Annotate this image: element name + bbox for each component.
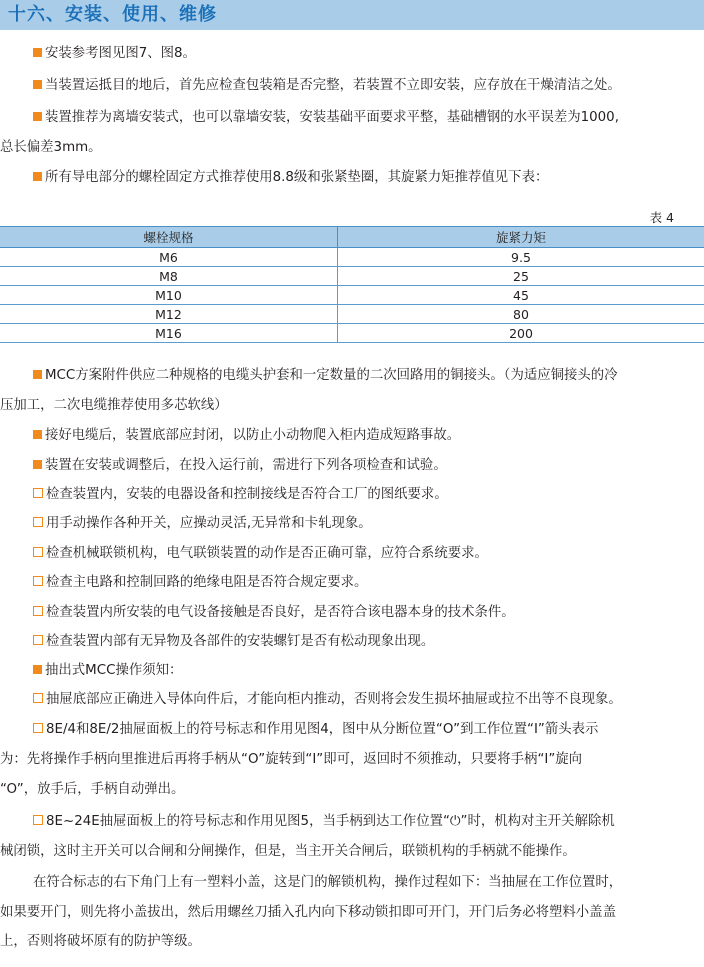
filled-square-bullet-icon — [33, 112, 42, 121]
open-square-bullet-icon — [33, 606, 43, 616]
check-item — [0, 690, 704, 710]
open-square-bullet-icon — [33, 488, 43, 498]
paragraph-text: MCC方案附件供应二种规格的电缆头护套和一定数量的二次回路用的铜接头。（为适应铜接头的冷 — [45, 368, 618, 383]
check-item — [0, 603, 704, 623]
filled-square-bullet-icon — [33, 80, 42, 89]
paragraph-text: 装置推荐为离墙安装式，也可以靠墙安装，安装基础平面要求平整，基础槽钢的水平误差为1000, — [45, 110, 619, 125]
paragraph-mcc-accessories-cont — [0, 396, 704, 416]
check-item — [0, 514, 704, 534]
table-cell: 25 — [338, 267, 704, 286]
paragraph-text: 检查装置内部有无异物及各部件的安装螺钉是否有松动现象出现。 — [46, 634, 435, 649]
table-row — [0, 324, 704, 343]
paragraph-text: 在符合标志的右下角门上有一塑料小盖，这是门的解锁机构，操作过程如下：当抽屉在工作位置时， — [33, 875, 623, 890]
table-row — [0, 305, 704, 324]
paragraph-drawer-notice — [0, 661, 704, 681]
check-item — [0, 485, 704, 505]
table-row — [0, 267, 704, 286]
paragraph-continuation — [0, 780, 704, 800]
paragraph-text: 装置在安装或调整后，在投入运行前，需进行下列各项检查和试验。 — [45, 458, 447, 473]
table-cell: 80 — [338, 305, 704, 324]
paragraph-text: 接好电缆后，装置底部应封闭，以防止小动物爬入柜内造成短路事故。 — [45, 428, 461, 443]
table-caption: 表 4 — [649, 210, 674, 225]
paragraph-text: 总长偏差3mm。 — [0, 140, 102, 155]
open-square-bullet-icon — [33, 547, 43, 557]
paragraph-continuation — [0, 750, 704, 770]
paragraph-text: 检查装置内所安装的电气设备接触是否良好，是否符合该电器本身的技术条件。 — [46, 605, 515, 620]
open-square-bullet-icon — [33, 723, 43, 733]
table-cell: M10 — [0, 286, 338, 305]
paragraph-arrival-check — [0, 76, 704, 96]
paragraph-door-unlock — [0, 873, 704, 893]
column-header-torque: 旋紧力矩 — [338, 227, 704, 248]
paragraph-continuation — [0, 903, 704, 923]
table-cell: M16 — [0, 324, 338, 343]
paragraph-pre-operation — [0, 456, 704, 476]
paragraph-bolt-torque — [0, 168, 704, 188]
open-square-bullet-icon — [33, 693, 43, 703]
table-cell: M6 — [0, 248, 338, 267]
paragraph-install-reference — [0, 44, 704, 64]
table-cell: 45 — [338, 286, 704, 305]
paragraph-text: 检查主电路和控制回路的绝缘电阻是否符合规定要求。 — [46, 575, 368, 590]
paragraph-text: 用手动操作各种开关，应操动灵活,无异常和卡轧现象。 — [46, 516, 372, 531]
table-cell: 200 — [338, 324, 704, 343]
check-item — [0, 632, 704, 652]
paragraph-text: 检查机械联锁机构，电气联锁装置的动作是否正确可靠，应符合系统要求。 — [46, 546, 488, 561]
paragraph-continuation — [0, 932, 704, 952]
table-row — [0, 286, 704, 305]
section-header — [0, 0, 704, 30]
paragraph-text: 8E~24E抽屉面板上的符号标志和作用见图5，当手柄到达工作位置“⏻”时，机构对主开关解除机 — [46, 814, 615, 829]
paragraph-text: 压加工，二次电缆推荐使用多芯软线） — [0, 398, 228, 413]
paragraph-mcc-accessories — [0, 366, 704, 386]
table-cell: M12 — [0, 305, 338, 324]
check-item — [0, 544, 704, 564]
paragraph-mounting — [0, 108, 704, 128]
paragraph-text: 检查装置内，安装的电器设备和控制接线是否符合工厂的图纸要求。 — [46, 487, 448, 502]
paragraph-text: 抽屉底部应正确进入导体向件后，才能向柜内推动，否则将会发生损坏抽屉或拉不出等不良现象。 — [46, 692, 622, 707]
table-header-row — [0, 227, 704, 248]
paragraph-text: 上，否则将破坏原有的防护等级。 — [0, 934, 201, 949]
check-item — [0, 573, 704, 593]
filled-square-bullet-icon — [33, 48, 42, 57]
column-header-bolt-spec: 螺栓规格 — [0, 227, 338, 248]
section-title: 十六、安装、使用、维修 — [8, 4, 217, 25]
paragraph-text: “O”，放手后，手柄自动弹出。 — [0, 782, 185, 797]
check-item — [0, 812, 704, 832]
table-row — [0, 248, 704, 267]
paragraph-mounting-cont — [0, 138, 704, 158]
paragraph-text: 安装参考图见图7、图8。 — [45, 46, 196, 61]
paragraph-text: 械闭锁，这时主开关可以合闸和分闸操作，但是，当主开关合闸后，联锁机构的手柄就不能操作。 — [0, 844, 576, 859]
paragraph-text: 抽出式MCC操作须知： — [45, 663, 183, 678]
paragraph-text: 如果要开门，则先将小盖拔出，然后用螺丝刀插入孔内向下移动锁扣即可开门，开门后务必将塑料小盖盖 — [0, 905, 616, 920]
paragraph-text: 当装置运抵目的地后，首先应检查包装箱是否完整，若装置不立即安装，应存放在干燥清洁之处。 — [45, 78, 621, 93]
open-square-bullet-icon — [33, 635, 43, 645]
open-square-bullet-icon — [33, 815, 43, 825]
paragraph-text: 8E/4和8E/2抽屉面板上的符号标志和作用见图4，图中从分断位置“O”到工作位置“I”箭头表示 — [46, 722, 599, 737]
filled-square-bullet-icon — [33, 665, 42, 674]
filled-square-bullet-icon — [33, 430, 42, 439]
check-item — [0, 720, 704, 740]
open-square-bullet-icon — [33, 517, 43, 527]
table-cell: 9.5 — [338, 248, 704, 267]
torque-table — [0, 226, 704, 343]
table-cell: M8 — [0, 267, 338, 286]
filled-square-bullet-icon — [33, 370, 42, 379]
paragraph-continuation — [0, 842, 704, 862]
paragraph-text: 所有导电部分的螺栓固定方式推荐使用8.8级和张紧垫圈，其旋紧力矩推荐值见下表： — [45, 170, 549, 185]
paragraph-text: 为：先将操作手柄向里推进后再将手柄从“O”旋转到“I”即可，返回时不须推动，只要将手柄“I”旋向 — [0, 752, 583, 767]
open-square-bullet-icon — [33, 576, 43, 586]
paragraph-seal-bottom — [0, 426, 704, 446]
filled-square-bullet-icon — [33, 460, 42, 469]
filled-square-bullet-icon — [33, 172, 42, 181]
